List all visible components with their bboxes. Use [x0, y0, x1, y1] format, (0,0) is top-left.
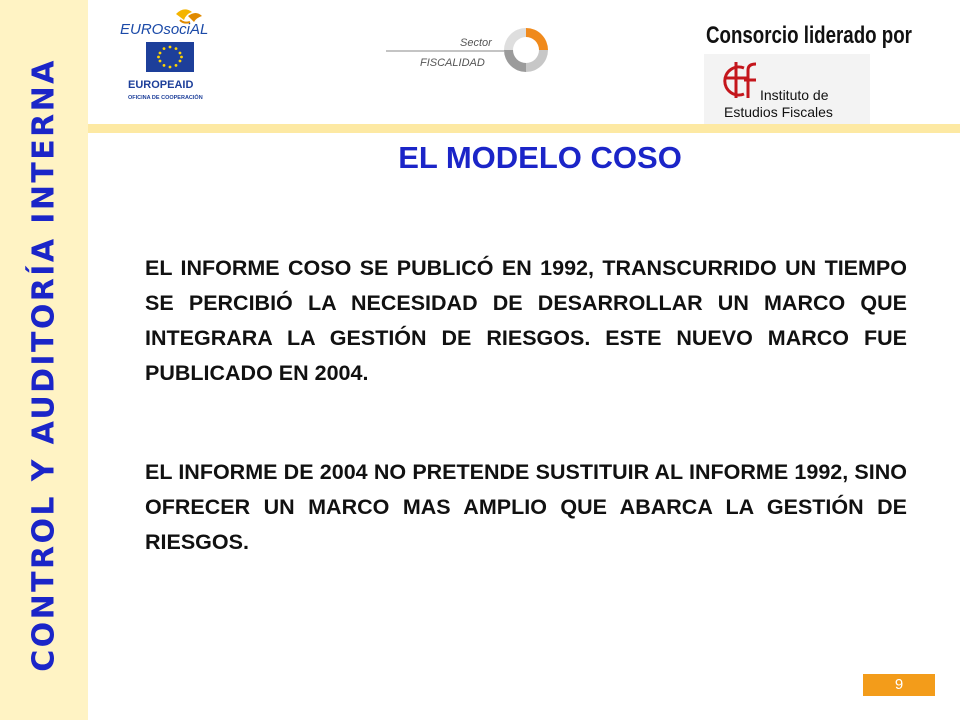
page-number-badge: 9 [863, 674, 935, 696]
europeaid-label: EUROPEAID [128, 79, 194, 91]
sidebar-title: CONTROL Y AUDITORÍA INTERNA [26, 58, 62, 672]
ief-logo [704, 54, 870, 124]
sector-fiscalidad-logo [384, 22, 556, 80]
eurosocial-wordmark: EUROsociAL [120, 21, 209, 38]
page-title: EL MODELO COSO [398, 140, 682, 175]
ief-monogram-icon [725, 62, 756, 98]
ief-name-line1: Instituto de [760, 87, 829, 103]
cooperation-office-label: OFICINA DE COOPERACIÓN [128, 95, 203, 101]
ief-name-line2: Estudios Fiscales [724, 104, 833, 120]
sidebar [0, 0, 88, 720]
eurosocial-logo [118, 4, 222, 104]
header-rule [88, 124, 960, 133]
consortium-caption: Consorcio liderado por [706, 22, 912, 49]
ring-icon [504, 28, 548, 72]
fiscalidad-label: FISCALIDAD [420, 57, 485, 69]
body-paragraph: EL INFORME DE 2004 NO PRETENDE SUSTITUIR AL INFORME 1992, SINO OFRECER UN MARCO MAS AMPLIO QUE ABARCA LA GESTIÓN DE RIESGOS. [145, 460, 907, 554]
body-paragraph: EL INFORME COSO SE PUBLICÓ EN 1992, TRANSCURRIDO UN TIEMPO SE PERCIBIÓ LA NECESIDAD DE DESARROLLAR UN MARCO QUE INTEGRARA LA GESTIÓN DE RIESGOS. ESTE NUEVO MARCO FUE PUBLICADO EN 2004. [145, 256, 907, 385]
sector-label: Sector [460, 37, 492, 49]
